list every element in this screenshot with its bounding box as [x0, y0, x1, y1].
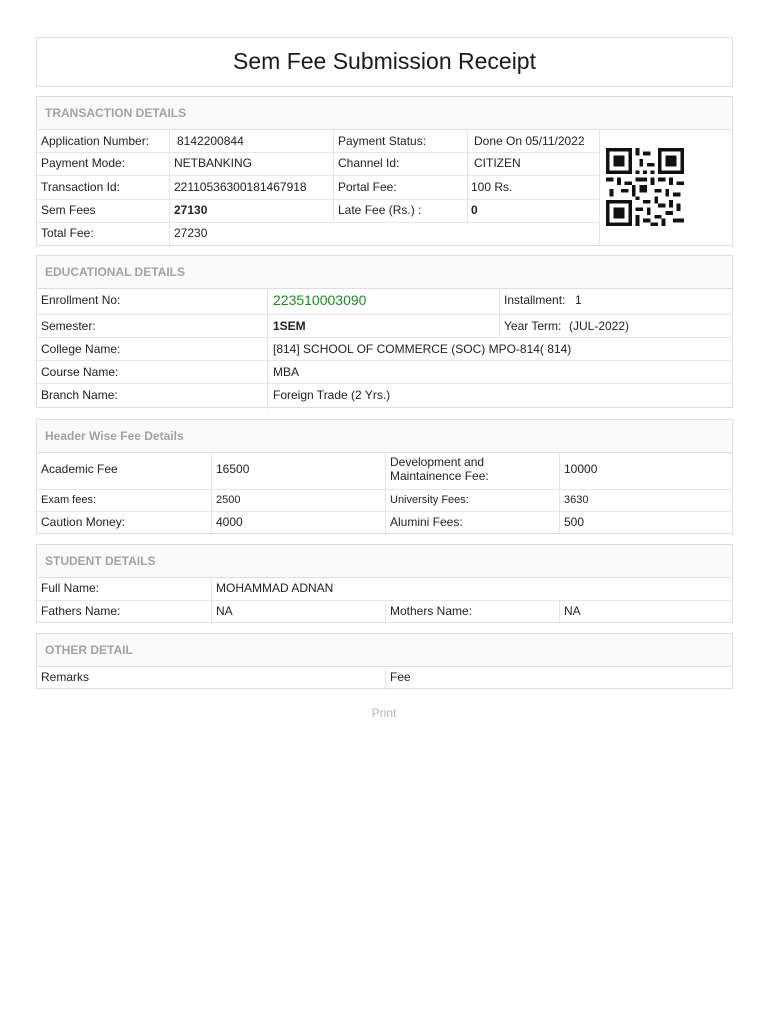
application-number-value: 8142200844	[177, 134, 244, 148]
enrollment-value: 223510003090	[273, 292, 367, 308]
mothers-name-label: Mothers Name:	[390, 604, 473, 618]
payment-mode-label: Payment Mode:	[41, 156, 126, 170]
enrollment-label: Enrollment No:	[41, 293, 121, 307]
remarks-label: Remarks	[41, 670, 90, 684]
college-label: College Name:	[41, 342, 121, 356]
caution-money-label: Caution Money:	[41, 515, 126, 529]
late-fee-value: 0	[471, 203, 478, 217]
alumni-fees-value: 500	[564, 515, 585, 529]
exam-fees-label: Exam fees:	[41, 494, 97, 506]
course-value: MBA	[273, 365, 300, 379]
fee-details-header: Header Wise Fee Details	[37, 420, 732, 453]
semester-value: 1SEM	[273, 319, 306, 333]
full-name-value: MOHAMMAD ADNAN	[216, 581, 334, 595]
late-fee-label: Late Fee (Rs.) :	[338, 203, 422, 217]
academic-fee-label: Academic Fee	[41, 462, 118, 476]
payment-status-value: Done On 05/11/2022	[474, 134, 585, 148]
other-header: OTHER DETAIL	[37, 634, 732, 667]
total-fee-value: 27230	[174, 226, 208, 240]
fee-details-section	[36, 419, 733, 534]
installment-value: 1	[575, 293, 582, 307]
portal-fee-value: 100 Rs.	[471, 180, 513, 194]
application-number-label: Application Number:	[41, 134, 150, 148]
sem-fees-value: 27130	[174, 203, 208, 217]
installment-label: Installment:	[504, 293, 566, 307]
semester-label: Semester:	[41, 319, 96, 333]
channel-id-label: Channel Id:	[338, 156, 400, 170]
caution-money-value: 4000	[216, 515, 243, 529]
channel-id-value: CITIZEN	[474, 156, 521, 170]
transaction-id-value: 22110536300181467918	[174, 180, 307, 194]
transaction-id-label: Transaction Id:	[41, 180, 120, 194]
student-header: STUDENT DETAILS	[37, 545, 732, 578]
page-title: Sem Fee Submission Receipt	[233, 48, 536, 74]
fathers-name-label: Fathers Name:	[41, 604, 121, 618]
development-fee-value: 10000	[564, 462, 598, 476]
sem-fees-label: Sem Fees	[41, 203, 96, 217]
year-term-value: (JUL-2022)	[569, 319, 630, 333]
payment-mode-value: NETBANKING	[174, 156, 253, 170]
college-value: [814] SCHOOL OF COMMERCE (SOC) MPO-814( 814)	[273, 342, 572, 356]
fathers-name-value: NA	[216, 604, 233, 618]
mothers-name-value: NA	[564, 604, 581, 618]
course-label: Course Name:	[41, 365, 119, 379]
alumni-fees-label: Alumini Fees:	[390, 515, 463, 529]
print-button[interactable]: Print	[371, 706, 397, 720]
university-fees-label: University Fees:	[390, 494, 469, 506]
year-term-label: Year Term:	[504, 319, 562, 333]
branch-value: Foreign Trade (2 Yrs.)	[273, 388, 391, 402]
transaction-header: TRANSACTION DETAILS	[37, 97, 732, 130]
payment-status-label: Payment Status:	[338, 134, 427, 148]
educational-section	[36, 255, 733, 408]
other-section	[36, 633, 733, 689]
title-box	[36, 37, 733, 87]
remarks-value: Fee	[390, 670, 411, 684]
academic-fee-value: 16500	[216, 462, 250, 476]
qr-code-icon	[606, 148, 684, 226]
student-section	[36, 544, 733, 623]
portal-fee-label: Portal Fee:	[338, 180, 397, 194]
educational-header: EDUCATIONAL DETAILS	[37, 256, 732, 289]
full-name-label: Full Name:	[41, 581, 100, 595]
branch-label: Branch Name:	[41, 388, 118, 402]
exam-fees-value: 2500	[216, 494, 241, 506]
development-fee-label: Development and Maintainence Fee:	[390, 455, 489, 483]
total-fee-label: Total Fee:	[41, 226, 94, 240]
university-fees-value: 3630	[564, 494, 589, 506]
